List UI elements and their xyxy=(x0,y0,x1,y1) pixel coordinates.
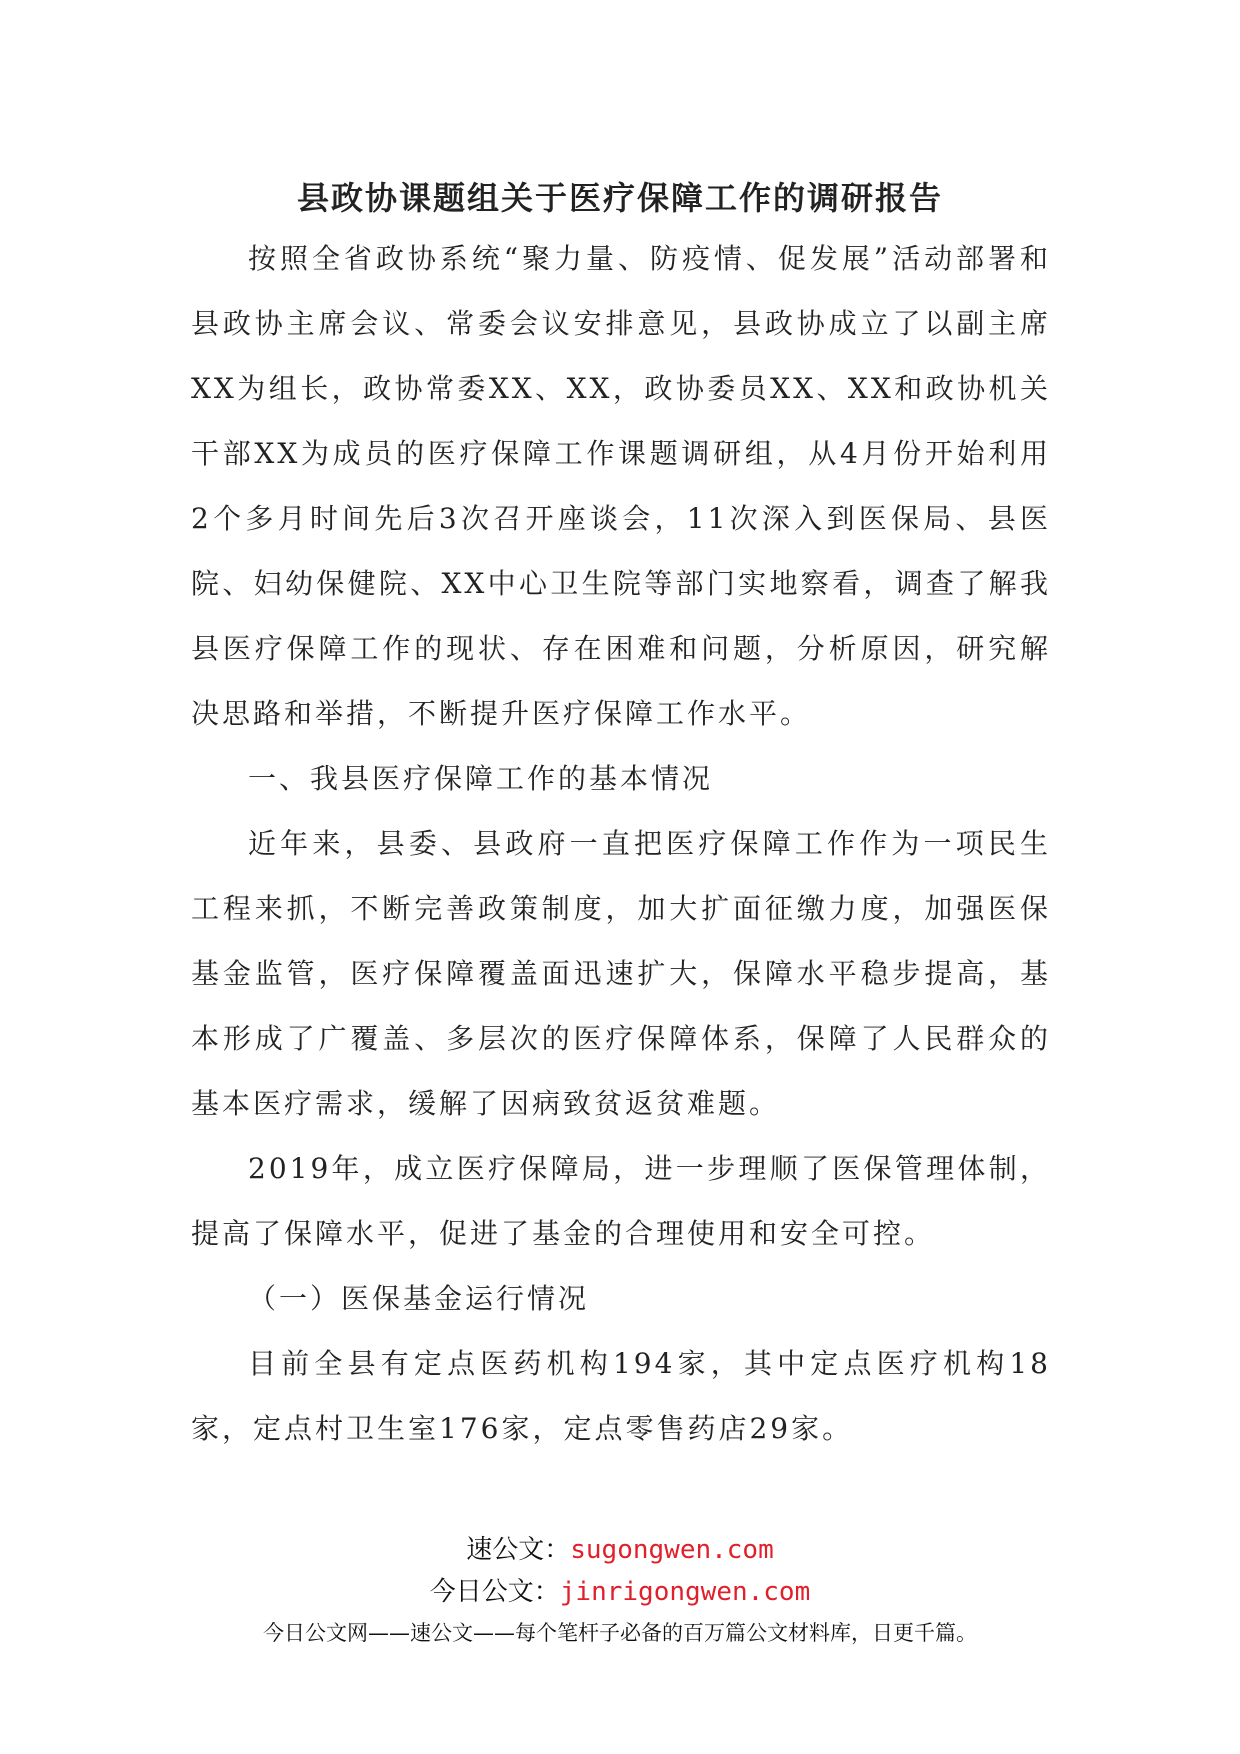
footer-sugongwen-label: 速公文： xyxy=(466,1535,571,1565)
document-title: 县政协课题组关于医疗保障工作的调研报告 xyxy=(296,179,943,217)
footer-jinrigongwen-label: 今日公文： xyxy=(429,1577,560,1607)
footer-slogan: 今日公文网——速公文——每个笔杆子必备的百万篇公文材料库，日更千篇。 xyxy=(263,1621,977,1645)
paragraph-2019: 2019年，成立医疗保障局，进一步理顺了医保管理体制，提高了保障水平，促进了基金的合理使用和安全可控。 xyxy=(191,1152,1051,1250)
section-heading-1: 一、我县医疗保障工作的基本情况 xyxy=(248,762,714,795)
paragraph-intro: 按照全省政协系统“聚力量、防疫情、促发展”活动部署和县政协主席会议、常委会议安排意见，县政协成立了以副主席XX为组长，政协常委XX、XX，政协委员XX、XX和政协机关干部XX为成员的医疗保障工作课题调研组，从4月份开始利用2个多月时间先后3次召开座谈会，11次深入到医保局、县医院、妇幼保健院、XX中心卫生院等部门实地察看，调查了解我县医疗保障工作的现状、存在困难和问题，分析原因，研究解决思路和举措，不断提升医疗保障工作水平。 xyxy=(191,242,1051,730)
document-body xyxy=(191,226,1051,1461)
paragraph-fund: 目前全县有定点医药机构194家，其中定点医疗机构18家，定点村卫生室176家，定点零售药店29家。 xyxy=(191,1347,1051,1445)
footer-sugongwen xyxy=(0,1532,1240,1568)
footer-jinrigongwen-link[interactable]: jinrigongwen.com xyxy=(559,1577,811,1607)
subsection-heading-1: （一）医保基金运行情况 xyxy=(248,1282,590,1315)
paragraph-overview: 近年来，县委、县政府一直把医疗保障工作作为一项民生工程来抓，不断完善政策制度，加大扩面征缴力度，加强医保基金监管，医疗保障覆盖面迅速扩大，保障水平稳步提高，基本形成了广覆盖、多层次的医疗保障体系，保障了人民群众的基本医疗需求，缓解了因病致贫返贫难题。 xyxy=(191,827,1051,1120)
footer-sugongwen-link[interactable]: sugongwen.com xyxy=(570,1535,774,1565)
footer-jinrigongwen xyxy=(0,1574,1240,1610)
